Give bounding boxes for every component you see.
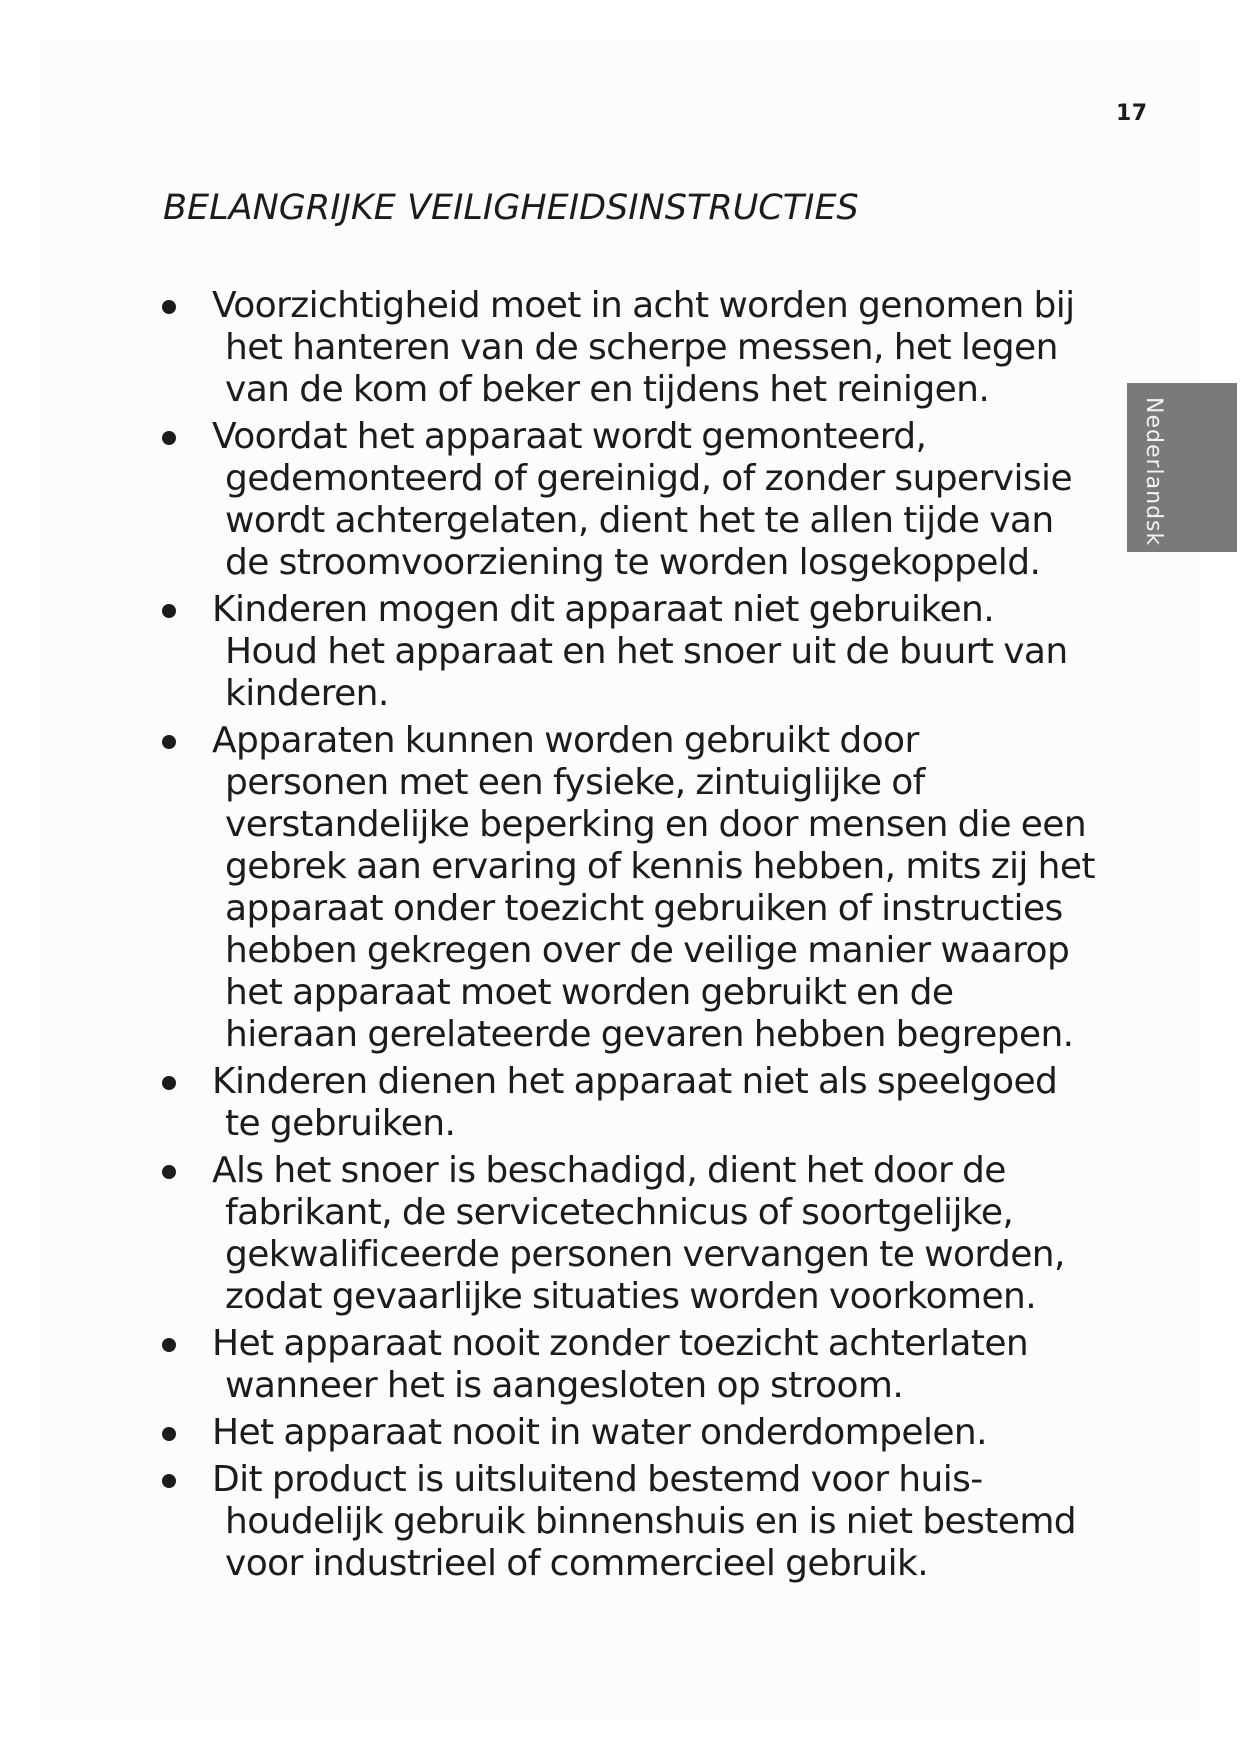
bullet-icon xyxy=(162,1076,176,1090)
instruction-item xyxy=(162,1150,1082,1318)
instruction-line: Apparaten kunnen worden gebruikt door xyxy=(212,720,919,761)
bullet-icon xyxy=(162,1474,176,1488)
instruction-item xyxy=(162,1412,1082,1454)
instruction-line: gedemonteerd of gereinigd, of zonder supervisie xyxy=(225,458,1073,499)
instruction-item xyxy=(162,720,1095,1056)
instruction-line: gekwalificeerde personen vervangen te worden, xyxy=(225,1234,1065,1275)
instruction-line: personen met een fysieke, zintuiglijke of xyxy=(225,762,925,803)
instruction-line: Als het snoer is beschadigd, dient het door de xyxy=(212,1150,1006,1191)
instruction-item xyxy=(162,285,1082,411)
page-number: 17 xyxy=(1116,101,1148,126)
instruction-item xyxy=(162,1323,1082,1407)
language-side-tab-label: Nederlandsk xyxy=(1141,397,1166,547)
instruction-line: de stroomvoorziening te worden losgekoppeld. xyxy=(225,542,1041,583)
instruction-item xyxy=(162,416,1082,584)
instruction-line: het apparaat moet worden gebruikt en de xyxy=(225,972,954,1013)
safety-instruction-list xyxy=(162,285,1095,1590)
instruction-line: hieraan gerelateerde gevaren hebben begrepen. xyxy=(225,1014,1074,1055)
section-title: BELANGRIJKE VEILIGHEIDSINSTRUCTIES xyxy=(163,188,859,228)
bullet-icon xyxy=(162,431,176,445)
instruction-line: Kinderen mogen dit apparaat niet gebruiken. xyxy=(212,589,995,630)
instruction-line: Kinderen dienen het apparaat niet als speelgoed xyxy=(212,1061,1058,1102)
instruction-line: Houd het apparaat en het snoer uit de buurt van xyxy=(225,631,1068,672)
bullet-icon xyxy=(162,1338,176,1352)
instruction-line: Voordat het apparaat wordt gemonteerd, xyxy=(212,416,927,457)
instruction-line: gebrek aan ervaring of kennis hebben, mits zij het xyxy=(225,846,1095,887)
instruction-line: houdelijk gebruik binnenshuis en is niet bestemd xyxy=(225,1501,1077,1542)
bullet-icon xyxy=(162,1165,176,1179)
instruction-line: Voorzichtigheid moet in acht worden genomen bij xyxy=(212,285,1075,326)
instruction-line: kinderen. xyxy=(225,673,389,714)
instruction-line: Het apparaat nooit zonder toezicht achterlaten xyxy=(212,1323,1029,1364)
instruction-item xyxy=(162,1061,1082,1145)
instruction-line: wanneer het is aangesloten op stroom. xyxy=(225,1365,904,1406)
bullet-icon xyxy=(162,1427,176,1441)
instruction-line: apparaat onder toezicht gebruiken of instructies xyxy=(225,888,1063,929)
instruction-line: van de kom of beker en tijdens het reinigen. xyxy=(225,369,990,410)
instruction-line: Dit product is uitsluitend bestemd voor huis- xyxy=(212,1459,983,1500)
instruction-item xyxy=(162,1459,1082,1585)
instruction-line: hebben gekregen over de veilige manier waarop xyxy=(225,930,1070,971)
instruction-line: Het apparaat nooit in water onderdompelen. xyxy=(212,1412,987,1453)
instruction-line: fabrikant, de servicetechnicus of soortgelijke, xyxy=(225,1192,1014,1233)
instruction-line: te gebruiken. xyxy=(225,1103,456,1144)
instruction-item xyxy=(162,589,1082,715)
instruction-line: wordt achtergelaten, dient het te allen tijde van xyxy=(225,500,1054,541)
instruction-line: het hanteren van de scherpe messen, het legen xyxy=(225,327,1058,368)
instruction-line: verstandelijke beperking en door mensen die een xyxy=(225,804,1087,845)
language-side-tab xyxy=(1127,383,1237,552)
bullet-icon xyxy=(162,604,176,618)
instruction-line: zodat gevaarlijke situaties worden voorkomen. xyxy=(225,1276,1037,1317)
bullet-icon xyxy=(162,735,176,749)
instruction-line: voor industrieel of commercieel gebruik. xyxy=(225,1543,929,1584)
bullet-icon xyxy=(162,300,176,314)
